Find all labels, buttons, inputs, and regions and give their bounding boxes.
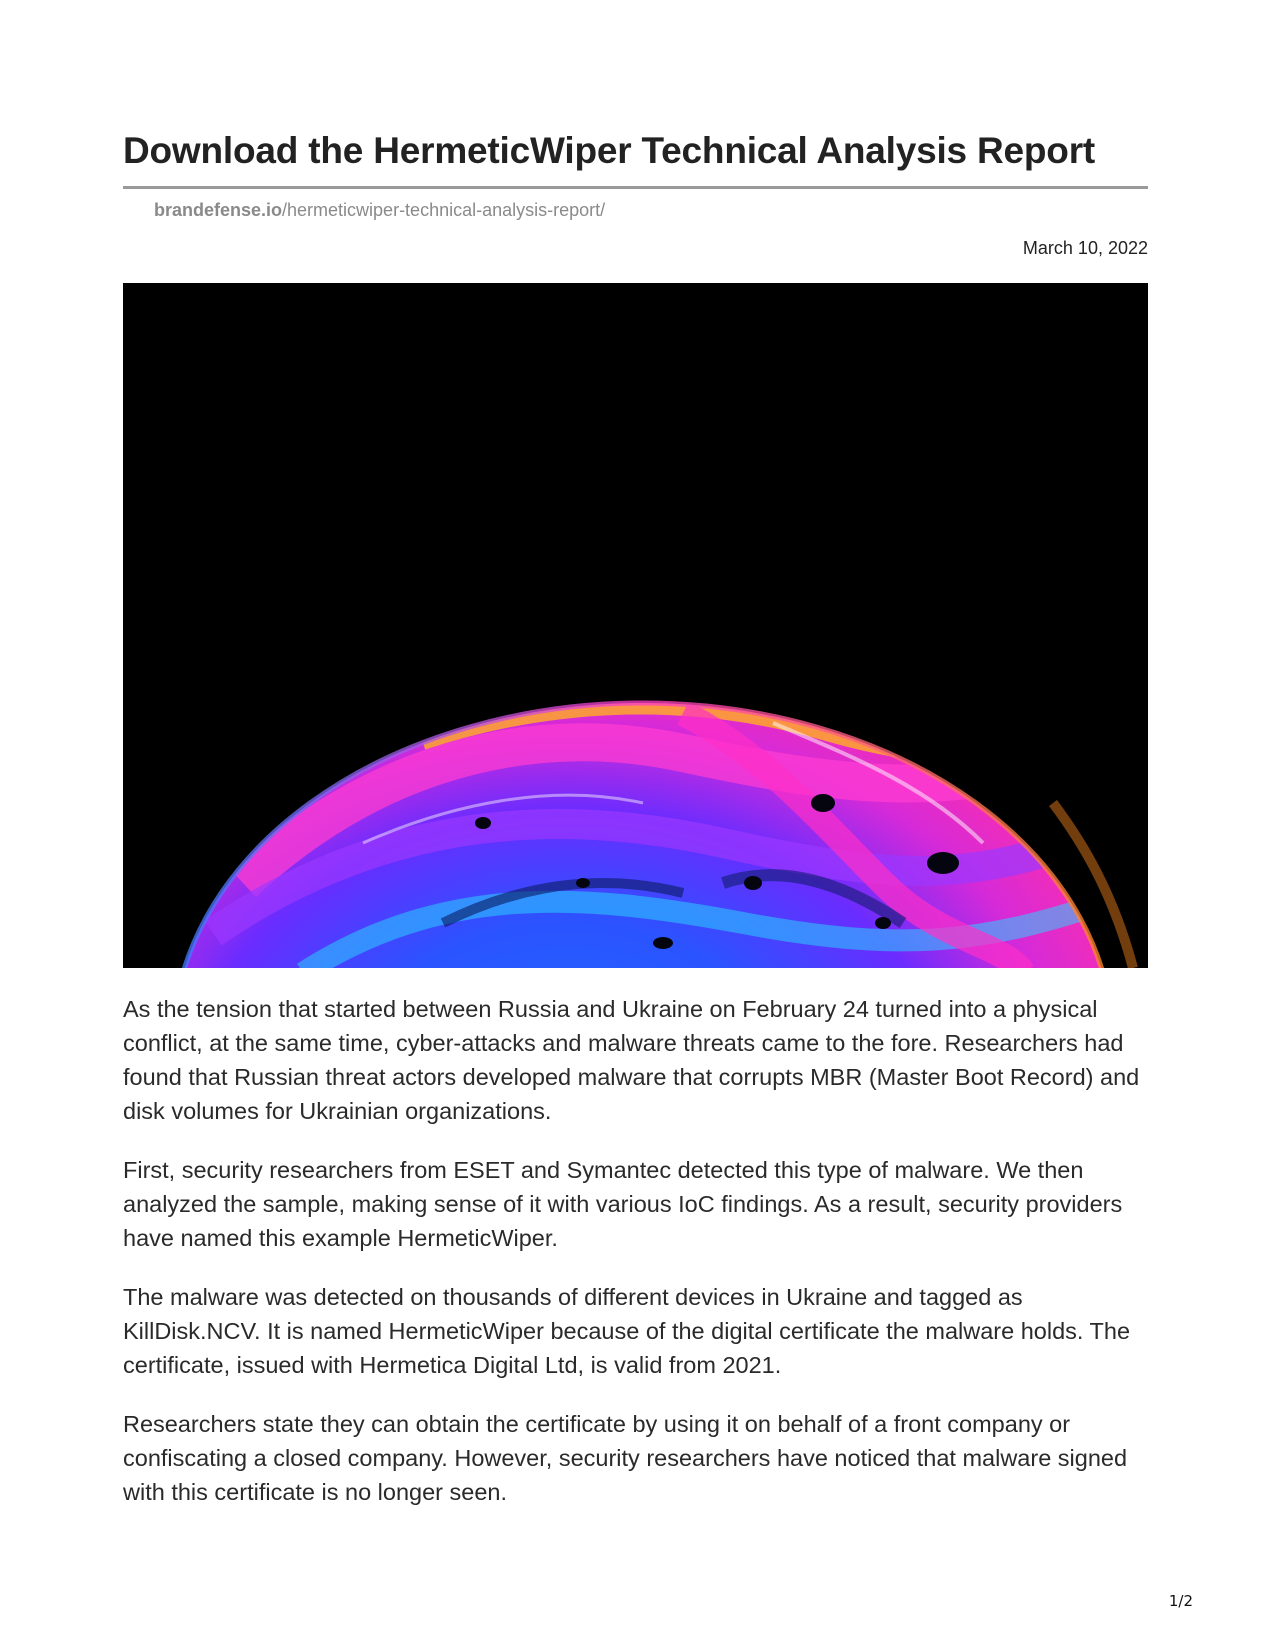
source-domain: brandefense.io xyxy=(154,200,283,220)
soap-bubble-planet-image xyxy=(123,283,1148,968)
paragraph: Researchers state they can obtain the certificate by using it on behalf of a front company or confiscating a closed company. However, security researchers have noticed that malware signed with this certificate is no longer seen. xyxy=(123,1411,1128,1505)
source-path: /hermeticwiper-technical-analysis-report/ xyxy=(282,200,606,220)
page-title: Download the HermeticWiper Technical Analysis Report xyxy=(123,130,1096,171)
paragraph: As the tension that started between Russia and Ukraine on February 24 turned into a physical conflict, at the same time, cyber-attacks and malware threats came to the fore. Researchers had found that Russian threat actors developed malware that corrupts MBR (Master Boot Record) and disk volumes for Ukrainian organizations. xyxy=(123,996,1140,1124)
title-divider xyxy=(123,186,1148,189)
source-url[interactable] xyxy=(154,199,1148,221)
paragraph: First, security researchers from ESET and Symantec detected this type of malware. We then analyzed the sample, making sense of it with various IoC findings. As a result, security providers have named this example HermeticWiper. xyxy=(123,1157,1123,1251)
publish-date: March 10, 2022 xyxy=(1022,238,1148,258)
paragraph: The malware was detected on thousands of different devices in Ukraine and tagged as KillDisk.NCV. It is named HermeticWiper because of the digital certificate the malware holds. The certificate, issued with Hermetica Digital Ltd, is valid from 2021. xyxy=(123,1284,1131,1378)
hero-image xyxy=(123,283,1148,968)
article-body xyxy=(123,992,1148,1509)
document-page xyxy=(123,128,1148,1534)
page-number: 1/2 xyxy=(1168,1592,1193,1610)
